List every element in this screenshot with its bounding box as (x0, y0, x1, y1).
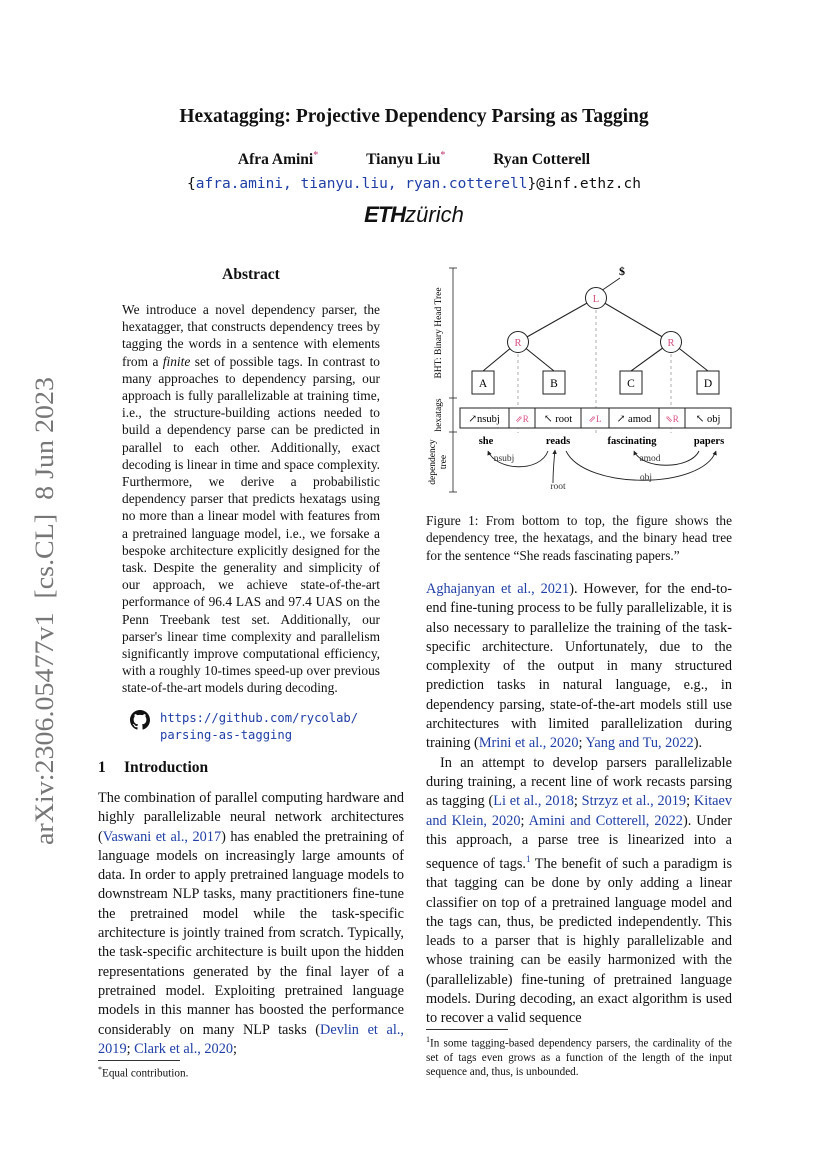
tag-3: ↖ root (543, 414, 573, 425)
tag-6: ⇖R (665, 414, 679, 424)
leaf-D (697, 371, 719, 394)
arxiv-stamp (22, 375, 62, 845)
word-fascinating: fascinating (607, 436, 657, 447)
node-R-left (508, 332, 529, 353)
arc-label-obj: obj (639, 473, 653, 483)
author-2: Tianyu Liu* (366, 150, 446, 169)
citation[interactable]: Mrini et al., 2020 (478, 735, 579, 752)
tag-4: ⇗L (588, 414, 602, 424)
svg-text:R: R (514, 338, 522, 349)
citation[interactable]: Vaswani et al., 2017 (102, 828, 222, 845)
axis-label-dep-2: tree (439, 454, 449, 470)
footnote-rule (98, 1060, 180, 1061)
arc-label-root: root (550, 482, 566, 492)
tag-1: ↗nsubj (468, 414, 500, 425)
word-she: she (478, 436, 494, 447)
svg-text:D: D (703, 378, 713, 390)
axis-label-bht: BHT: Binary Head Tree (434, 287, 444, 379)
author-emails: {afra.amini, tianyu.liu, ryan.cotterell}@inf.ethz.ch (187, 176, 641, 192)
leaf-A (472, 371, 494, 394)
root-symbol: $ (619, 264, 625, 278)
intro-column-left: The combination of parallel computing hardware and highly parallelizable neural network architectures (Vaswani et al., 2017) has enabled the pretraining of language models on increasingly large amounts of data. In order to apply pretrained language models to downstream NLP tasks, many practitioners fine-tune the pretrained model while the task-specific architecture is jointly trained from scratch. Typically, the task-specific architecture is built upon the hidden representations generated by the final layer of a pretrained model. Exploiting pretrained language models in this manner has boosted the performance considerably on many NLP tasks (Devlin et al., 2019; Clark et al., 2020; (98, 790, 405, 1057)
word-reads: reads (545, 436, 571, 447)
svg-text:A: A (478, 378, 488, 390)
svg-text:R: R (667, 338, 675, 349)
hexatag-row (460, 408, 731, 428)
axis-label-hexatags: hexatags (434, 398, 444, 432)
github-link[interactable]: https://github.com/rycolab/ parsing-as-tagging (130, 710, 380, 746)
author-1: Afra Amini* (237, 150, 319, 169)
citation[interactable]: Devlin et al., 2019 (98, 1021, 404, 1057)
word-papers: papers (693, 436, 725, 447)
author-3: Ryan Cotterell (493, 151, 591, 169)
github-icon (130, 710, 150, 730)
paper-title: Hexatagging: Projective Dependency Parsing as Tagging (179, 106, 649, 127)
dependency-arcs (488, 450, 716, 483)
citation[interactable]: Kitaev and Klein, 2020 (426, 793, 732, 829)
tag-5: ↗ amod (616, 414, 652, 425)
node-L (586, 288, 607, 309)
svg-text:B: B (550, 378, 558, 390)
footnote-equal: *Equal contribution. (98, 1065, 189, 1080)
arc-label-amod: amod (639, 454, 661, 464)
citation[interactable]: Amini and Cotterell, 2022 (528, 812, 683, 829)
citation[interactable]: Strzyz et al., 2019 (581, 793, 687, 810)
tag-2: ⇗R (515, 414, 529, 424)
axis-label-dep-1: dependency (428, 439, 438, 485)
eth-logo: ETHzürich (364, 202, 464, 227)
arxiv-stamp-text: arXiv:2306.05477v1 [cs.CL] 8 Jun 2023 (30, 410, 59, 845)
figure-1 (420, 258, 738, 503)
citation[interactable]: Aghajanyan et al., 2021 (426, 581, 570, 597)
footnote-ref[interactable]: 1 (526, 854, 531, 865)
citation[interactable]: Li et al., 2018 (493, 793, 574, 810)
abstract-heading: Abstract (222, 266, 280, 283)
leaf-B (543, 371, 565, 394)
tag-7: ↖ obj (695, 414, 721, 425)
email-links[interactable]: afra.amini, tianyu.liu, ryan.cotterell (195, 176, 528, 192)
leaf-C (620, 371, 642, 394)
citation[interactable]: Clark et al., 2020 (134, 1040, 234, 1057)
footnote-rule (426, 1029, 508, 1030)
intro-column-right: Aghajanyan et al., 2021). However, for the end-to-end fine-tuning process to be fully parallelizable, it is also necessary to parallelize the training of the task-specific architecture. Unfortunately, due to the complexity of the output in many structured prediction tasks in natural language, e.g., in dependency parsing, state-of-the-art models still use architectures with limited parallelization during training (Mrini et al., 2020; Yang and Tu, 2022). In an attempt to develop parsers parallelizable during training, a recent line of work recasts parsing as tagging (Li et al., 2018; Strzyz et al., 2019; Kitaev and Klein, 2020; Amini and Cotterell, 2022). Under this approach, a parse tree is linearized into a sequence of tags.$^1$ The benefit of such a paradigm is that tagging can be done by only adding a linear classifier on top of a pretrained language model and the tags can, thus, be predicted independently. This leads to a parser that is highly parallelizable and whose training can be easily harmonized with the (parallelizable) fine-tuning of pretrained language models. During decoding, an exact algorithm is used to recover a valid sequence (426, 581, 733, 1027)
node-R-right (661, 332, 682, 353)
footnote-1: $^1$In some tagging-based dependency parsers, the cardinality of the set of tags even grows as a function of the length of the input sequence and, thus, is unbounded. (426, 1035, 732, 1078)
arc-label-nsubj: nsubj (493, 454, 515, 464)
author-list (0, 150, 828, 169)
section-heading-introduction: 1 Introduction (98, 759, 209, 776)
citation[interactable]: Yang and Tu, 2022 (585, 735, 694, 752)
svg-text:L: L (592, 294, 600, 305)
figure-caption: Figure 1: From bottom to top, the figure shows the dependency tree, the hexatags, and the binary head tree for the sentence “She reads fascinating papers.” (426, 513, 732, 563)
abstract-body: We introduce a novel dependency parser, the hexatagger, that constructs dependency trees by tagging the words in a sentence with elements from a finite set of possible tags. In contrast to many approaches to dependency parsing, our approach is fully parallelizable at training time, i.e., the structure-building actions needed to build a dependency parse can be predicted in parallel to each other. Additionally, exact decoding is linear in time and space complexity. Furthermore, we derive a probabilistic dependency parser that predicts hexatags using no more than a linear model with features from a pretrained language model, i.e., we forsake a bespoke architecture explicitly designed for the task. Despite the generality and simplicity of our approach, we achieve state-of-the-art performance of 96.4 LAS and 97.4 UAS on the Penn Treebank test set. Additionally, our parser's linear time complexity and parallelism significantly improve computational efficiency, with a roughly 10-times speed-up over previous state-of-the-art models during decoding. (122, 302, 380, 696)
svg-text:C: C (627, 378, 635, 390)
